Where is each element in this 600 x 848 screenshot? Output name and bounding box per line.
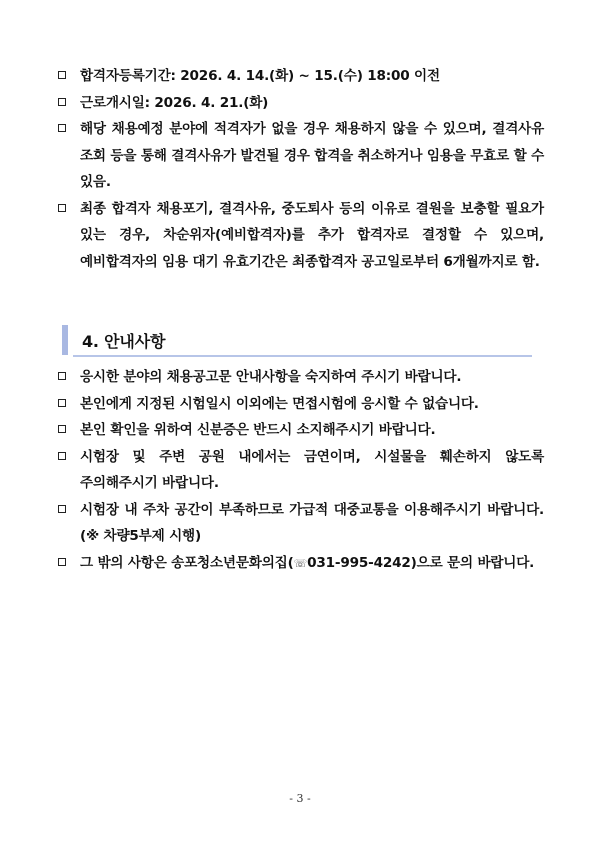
square-bullet-icon bbox=[58, 505, 66, 513]
list-item-text: 해당 채용예정 분야에 적격자가 없을 경우 채용하지 않을 수 있으며, 결격사유 조회 등을 통해 결격사유가 발견될 경우 합격을 취소하거나 임용을 무효로 할 수 있음. bbox=[80, 121, 544, 190]
square-bullet-icon bbox=[58, 124, 66, 132]
list-item-text: 본인 확인을 위하여 신분증은 반드시 소지해주시기 바랍니다. bbox=[80, 422, 436, 438]
list-item-text: 근로개시일: 2026. 4. 21.(화) bbox=[80, 94, 269, 111]
list-item-text: 시험장 내 주차 공간이 부족하므로 가급적 대중교통을 이용해주시기 바랍니다. (※ 차량5부제 시행) bbox=[80, 501, 544, 544]
list-item bbox=[58, 116, 544, 196]
list-item-text: 최종 합격자 채용포기, 결격사유, 중도퇴사 등의 이유로 결원을 보충할 필요가 있는 경우, 차순위자(예비합격자)를 추가 합격자로 결정할 수 있으며, 예비합격자의 임용 대기 유효기간은 최종합격자 공고일로부터 6개월까지로 함. bbox=[80, 200, 544, 270]
list-item bbox=[58, 444, 544, 497]
list-item-text: 응시한 분야의 채용공고문 안내사항을 숙지하여 주시기 바랍니다. bbox=[80, 369, 462, 385]
square-bullet-icon bbox=[58, 71, 66, 79]
heading-accent-bar bbox=[62, 325, 68, 355]
contact-text bbox=[80, 550, 544, 578]
square-bullet-icon bbox=[58, 399, 66, 407]
square-bullet-icon bbox=[58, 98, 66, 106]
list-item bbox=[58, 364, 544, 391]
list-item-text: 시험장 및 주변 공원 내에서는 금연이며, 시설물을 훼손하지 않도록 주의해주시기 바랍니다. bbox=[80, 448, 544, 491]
list-item-text: 본인에게 지정된 시험일시 이외에는 면접시험에 응시할 수 없습니다. bbox=[80, 395, 479, 412]
contact-suffix: )으로 문의 바랍니다. bbox=[410, 554, 535, 571]
list-item bbox=[58, 417, 544, 444]
list-item-text: 합격자등록기간: 2026. 4. 14.(화) ~ 15.(수) 18:00 이전 bbox=[80, 68, 440, 84]
section4-bullet-list bbox=[58, 364, 544, 577]
page-number: - 3 - bbox=[289, 792, 311, 805]
list-item bbox=[58, 196, 544, 276]
heading-underline bbox=[73, 355, 532, 357]
section-title: 4. 안내사항 bbox=[82, 332, 166, 351]
square-bullet-icon bbox=[58, 204, 66, 212]
phone-icon: ☏ bbox=[293, 556, 308, 570]
contact-prefix: 그 밖의 사항은 송포청소년문화의집( bbox=[80, 554, 294, 571]
list-item bbox=[58, 497, 544, 550]
list-item bbox=[58, 90, 544, 117]
contact-phone-number: 031-995-4242 bbox=[307, 554, 411, 571]
list-item bbox=[58, 63, 544, 90]
list-item bbox=[58, 391, 544, 418]
section3-bullet-list bbox=[58, 63, 544, 275]
square-bullet-icon bbox=[58, 452, 66, 460]
contact-list-item bbox=[58, 550, 544, 578]
square-bullet-icon bbox=[58, 558, 66, 566]
square-bullet-icon bbox=[58, 425, 66, 433]
square-bullet-icon bbox=[58, 372, 66, 380]
section-heading bbox=[62, 325, 532, 359]
